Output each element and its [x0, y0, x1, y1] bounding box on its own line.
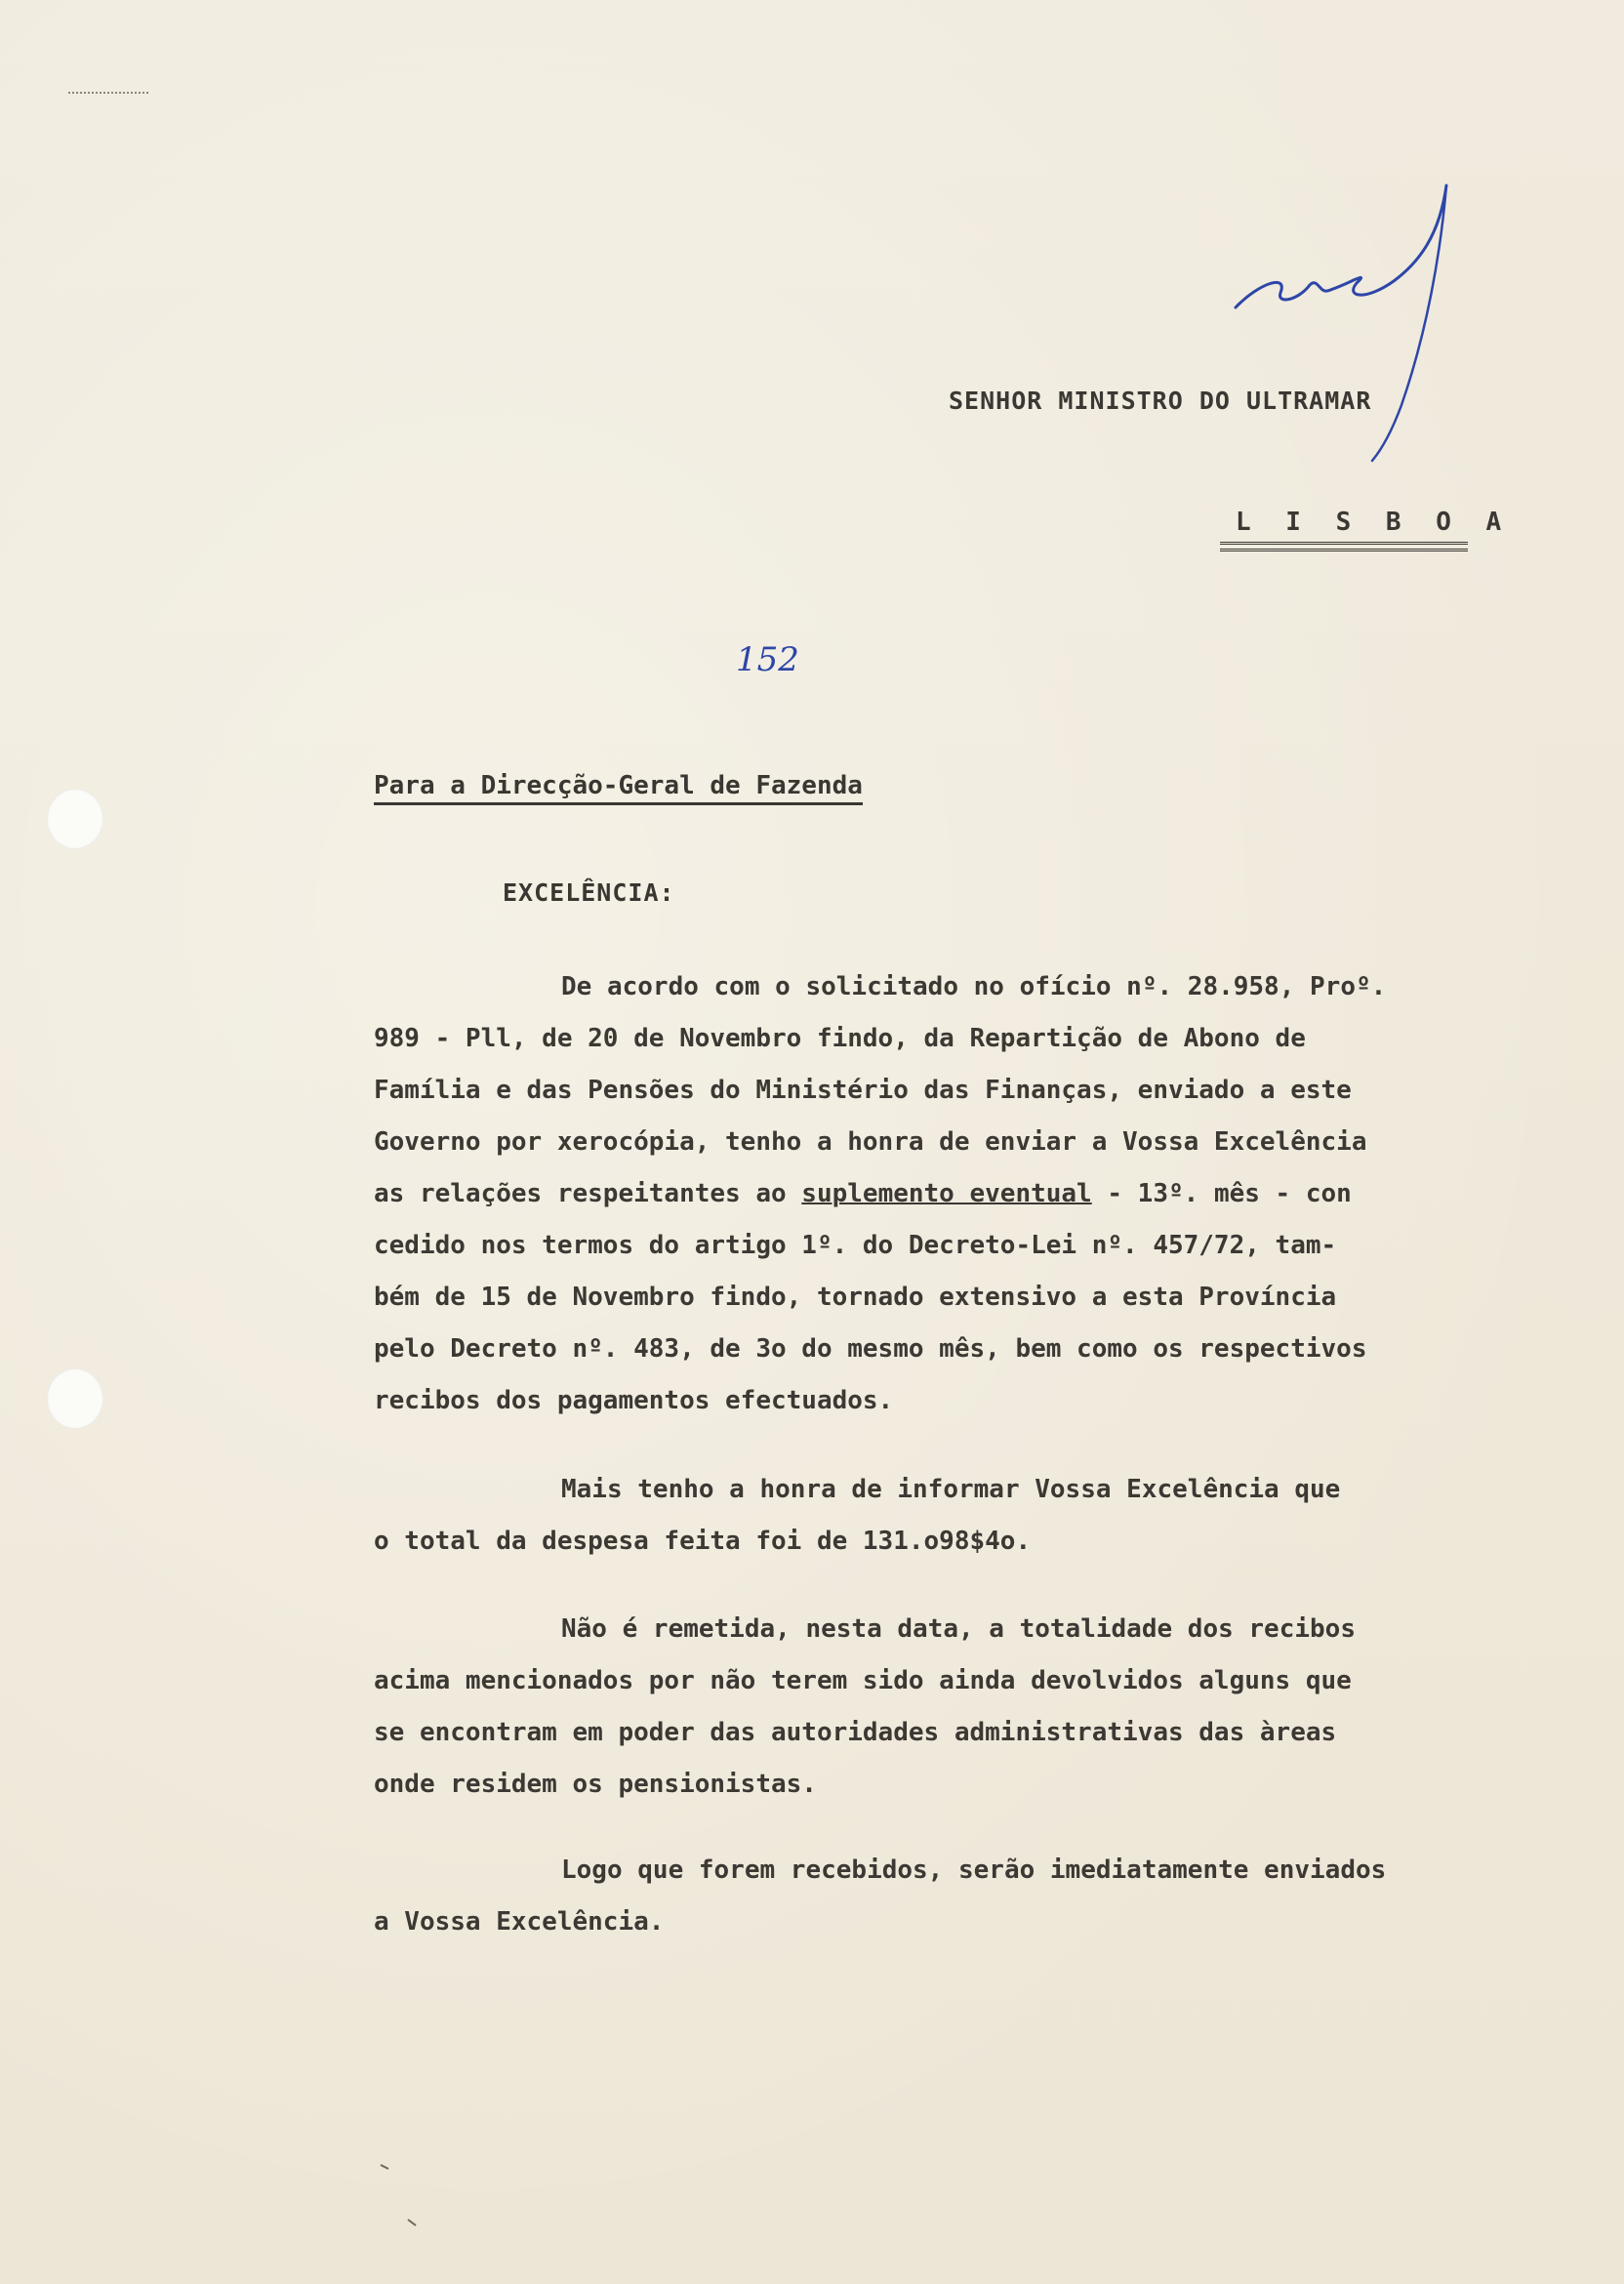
paragraph-line: Não é remetida, nesta data, a totalidade dos recibos [561, 1614, 1356, 1644]
underlined-term: suplemento eventual [801, 1179, 1092, 1208]
punch-hole-bottom [47, 1368, 103, 1429]
paragraph-line: acima mencionados por não terem sido ainda devolvidos alguns que [374, 1666, 1352, 1695]
handwritten-initials [1220, 176, 1571, 498]
city-double-underline [1220, 542, 1468, 551]
paragraph-line: Governo por xerocópia, tenho a honra de enviar a Vossa Excelência [374, 1127, 1367, 1157]
line-start: as relações respeitantes ao [374, 1179, 802, 1208]
paragraph-line: Logo que forem recebidos, serão imediatamente enviados [561, 1856, 1387, 1885]
paragraph-4 [374, 1845, 1604, 1948]
paragraph-line: recibos dos pagamentos efectuados. [374, 1386, 894, 1415]
paragraph-1 [374, 961, 1604, 1427]
paragraph-2 [374, 1464, 1604, 1568]
paragraph-line: 989 - Pll, de 20 de Novembro findo, da Repartição de Abono de [374, 1024, 1306, 1053]
paragraph-line [374, 1168, 1604, 1220]
paragraph-line: bém de 15 de Novembro findo, tornado extensivo a esta Província [374, 1283, 1337, 1312]
paragraph-line: a Vossa Excelência. [374, 1907, 665, 1937]
paragraph-line: Família e das Pensões do Ministério das Finanças, enviado a este [374, 1076, 1352, 1105]
line-end: - 13º. mês - con [1091, 1179, 1352, 1208]
top-margin-mark [68, 92, 148, 100]
paragraph-3 [374, 1604, 1604, 1811]
paragraph-line: Mais tenho a honra de informar Vossa Excelência que [561, 1475, 1341, 1504]
paragraph-line: onde residem os pensionistas. [374, 1770, 817, 1799]
city-line: L I S B O A [1236, 508, 1512, 537]
addressee-line: SENHOR MINISTRO DO ULTRAMAR [949, 387, 1372, 415]
paper-specks [371, 2147, 468, 2235]
paragraph-line: o total da despesa feita foi de 131.o98$4o. [374, 1527, 1032, 1556]
document-heading: Para a Direcção-Geral de Fazenda [374, 771, 863, 805]
punch-hole-top [47, 789, 103, 849]
paragraph-line: se encontram em poder das autoridades administrativas das àreas [374, 1718, 1337, 1747]
paragraph-line: cedido nos termos do artigo 1º. do Decreto-Lei nº. 457/72, tam- [374, 1231, 1337, 1260]
paragraph-line: De acordo com o solicitado no ofício nº. 28.958, Proº. [561, 972, 1387, 1001]
paragraph-line: pelo Decreto nº. 483, de 3o do mesmo mês, bem como os respectivos [374, 1334, 1367, 1364]
salutation: EXCELÊNCIA: [503, 878, 675, 907]
handwritten-number: 152 [736, 640, 799, 679]
